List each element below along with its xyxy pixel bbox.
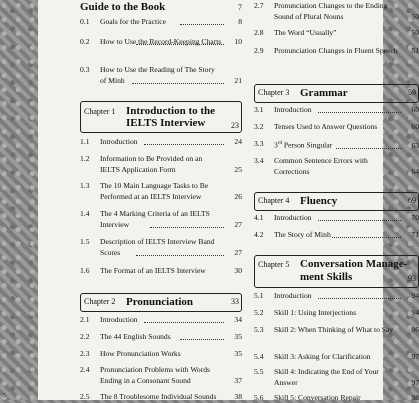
entry-title: Pronunciation Problems with Words Ending in a Consonant Sound — [100, 365, 210, 385]
entry-title: Goals for the Practice — [100, 17, 166, 26]
entry-page: 60 — [411, 122, 419, 131]
entry-page: 10 — [234, 37, 242, 46]
chapter-label: Chapter 1 — [84, 107, 116, 116]
entry-number: 4.2 — [254, 230, 264, 239]
entry-title: Skill 4: Indicating the End of Your Answer — [274, 367, 379, 387]
entry-page: 27 — [234, 220, 242, 229]
entry-number: 1.2 — [80, 154, 90, 163]
edge-mark: 5 — [3, 393, 6, 399]
entry-page: 35 — [234, 332, 242, 341]
chapter-3-heading[interactable] — [254, 84, 419, 103]
entry-page: 26 — [234, 192, 242, 201]
toc-entry-5-5[interactable] — [254, 366, 419, 388]
entry-title — [274, 138, 419, 151]
entry-title: Skill 5: Conversation Repair — [274, 393, 361, 402]
entry-number: 2.9 — [254, 46, 264, 55]
entry-page: 51 — [411, 46, 419, 55]
entry-page: 34 — [234, 315, 242, 324]
entry-page: 50 — [411, 28, 419, 37]
entry-title: Introduction — [274, 213, 312, 222]
entry-page: 71 — [411, 230, 419, 239]
entry-page: 98 — [411, 393, 419, 402]
entry-number: 2.1 — [80, 315, 90, 324]
toc-entry-1-5[interactable] — [80, 236, 242, 258]
entry-page: 50 — [411, 12, 419, 21]
entry-title: Pronunciation Changes in Fluent Speech — [274, 46, 398, 55]
toc-entry-0-2[interactable] — [80, 36, 242, 47]
toc-entry-2-4[interactable] — [80, 364, 242, 386]
entry-number: 1.6 — [80, 266, 90, 275]
toc-entry-4-1[interactable] — [254, 212, 419, 223]
entry-number: 1.5 — [80, 237, 90, 246]
entry-page: 24 — [234, 137, 242, 146]
chapter-title: Pronunciation — [126, 296, 194, 308]
entry-page: 38 — [234, 392, 242, 401]
entry-title: Information to Be Provided on an IELTS Application Form — [100, 154, 203, 174]
entry-number: 5.1 — [254, 291, 264, 300]
chapter-label: Chapter 3 — [258, 88, 290, 97]
entry-number: 2.8 — [254, 28, 264, 37]
entry-number: 2.4 — [80, 365, 90, 374]
chapter-title-line-2: ment Skills — [300, 271, 353, 283]
chapter-label: Chapter 5 — [258, 260, 290, 269]
chapter-page: 93 — [408, 274, 416, 283]
chapter-title: Introduction to the IELTS Interview — [126, 105, 216, 129]
entry-title: The 8 Troublesome Individual Sounds — [100, 392, 217, 401]
entry-page: 94 — [411, 291, 419, 300]
entry-number: 1.3 — [80, 181, 90, 190]
entry-number: 0.3 — [80, 65, 90, 74]
chapter-title: Fluency — [300, 195, 338, 207]
toc-entry-0-3[interactable] — [80, 64, 242, 86]
entry-page: 37 — [234, 376, 242, 385]
toc-entry-3-3[interactable] — [254, 138, 419, 151]
entry-title: Description of IELTS Interview Band Scores — [100, 237, 215, 257]
chapter-page: 59 — [408, 88, 416, 97]
entry-number: 5.5 — [254, 367, 264, 376]
entry-number: 5.4 — [254, 352, 264, 361]
entry-page: 94 — [411, 308, 419, 317]
entry-title: How to Use the Reading of The Story of Minh — [100, 65, 215, 85]
entry-page: 64 — [411, 167, 419, 176]
entry-number: 5.2 — [254, 308, 264, 317]
entry-title-rest: Person Singular — [281, 140, 333, 150]
chapter-label: Chapter 4 — [258, 196, 290, 205]
toc-entry-3-4[interactable] — [254, 155, 419, 177]
entry-title: Introduction — [100, 137, 138, 146]
entry-title: The Story of Minh — [274, 230, 331, 239]
entry-number: 3.4 — [254, 156, 264, 165]
guide-title: Guide to the Book — [80, 1, 166, 13]
toc-entry-2-1[interactable] — [80, 314, 242, 325]
entry-number: 3.2 — [254, 122, 264, 131]
entry-number: 2.3 — [80, 349, 90, 358]
entry-number: 2.5 — [80, 392, 90, 401]
entry-title: Tenses Used to Answer Questions — [274, 122, 378, 131]
entry-page: 63 — [411, 140, 419, 150]
entry-title: Skill 2: When Thinking of What to Say — [274, 325, 394, 334]
chapter-page: 23 — [231, 121, 239, 130]
entry-number: 3.1 — [254, 105, 264, 114]
entry-page: 97 — [411, 352, 419, 361]
ordinal-suffix: rd — [277, 141, 282, 146]
entry-page: 70 — [411, 213, 419, 222]
toc-entry-2-7[interactable] — [254, 0, 419, 22]
entry-title: How Pronunciation Works — [100, 349, 181, 358]
guide-page: 7 — [238, 3, 242, 12]
entry-title: Common Sentence Errors with Corrections — [274, 156, 368, 176]
chapter-1-heading[interactable] — [80, 101, 242, 133]
entry-number: 0.1 — [80, 17, 90, 26]
chapter-2-heading[interactable] — [80, 293, 242, 312]
toc-entry-2-8[interactable] — [254, 27, 419, 38]
toc-entry-1-3[interactable] — [80, 180, 242, 202]
toc-entry-2-3[interactable] — [80, 348, 242, 359]
entry-title: Introduction — [274, 105, 312, 114]
entry-title: The 4 Marking Criteria of an IELTS Interview — [100, 209, 210, 229]
toc-entry-4-2[interactable] — [254, 229, 419, 240]
entry-title: How to Use the Record-Keeping Charts — [100, 37, 222, 46]
entry-title: Introduction — [274, 291, 312, 300]
entry-page: 97 — [411, 378, 419, 387]
entry-title: Pronunciation Changes to the Ending Sound of Plural Nouns — [274, 1, 388, 21]
entry-number: 1.4 — [80, 209, 90, 218]
chapter-label: Chapter 2 — [84, 297, 116, 306]
entry-page: 8 — [238, 17, 242, 26]
toc-entry-3-1[interactable] — [254, 104, 419, 115]
toc-entry-1-6[interactable] — [80, 265, 242, 276]
entry-number: 1.1 — [80, 137, 90, 146]
entry-title: The Word “Usually” — [274, 28, 337, 37]
toc-entry-5-4[interactable] — [254, 351, 419, 362]
entry-title: Introduction — [100, 315, 138, 324]
entry-page: 35 — [234, 349, 242, 358]
chapter-page: 69 — [408, 196, 416, 205]
entry-number: 2.2 — [80, 332, 90, 341]
chapter-5-heading[interactable] — [254, 255, 419, 288]
ordinal-number: 3 — [274, 140, 278, 150]
toc-entry-2-9[interactable] — [254, 45, 419, 56]
toc-entry-0-1[interactable] — [80, 16, 242, 27]
toc-entry-1-4[interactable] — [80, 208, 242, 230]
chapter-4-heading[interactable] — [254, 192, 419, 211]
entry-page: 96 — [411, 325, 419, 334]
chapter-title-line-1: Conversation Manage- — [300, 258, 408, 270]
entry-page: 21 — [234, 76, 242, 85]
toc-page — [38, 0, 419, 402]
toc-entry-3-2[interactable] — [254, 121, 419, 132]
toc-entry-5-3[interactable] — [254, 324, 419, 335]
entry-number: 5.3 — [254, 325, 264, 334]
entry-page: 25 — [234, 165, 242, 174]
toc-entry-2-5[interactable] — [80, 391, 242, 402]
entry-title: Skill 1: Using Interjections — [274, 308, 357, 317]
chapter-title: Grammar — [300, 87, 348, 99]
toc-entry-5-1[interactable] — [254, 290, 419, 301]
toc-entry-5-6[interactable] — [254, 392, 419, 403]
guide-heading — [80, 0, 242, 14]
entry-title: Skill 3: Asking for Clarification — [274, 352, 371, 361]
entry-number: 4.1 — [254, 213, 264, 222]
toc-entry-5-2[interactable] — [254, 307, 419, 318]
chapter-page: 33 — [231, 297, 239, 306]
entry-number: 5.6 — [254, 393, 264, 402]
entry-page: 30 — [234, 266, 242, 275]
entry-title: The 44 English Sounds — [100, 332, 171, 341]
toc-entry-2-2[interactable] — [80, 331, 242, 342]
entry-title: The 10 Main Language Tasks to Be Performed at an IELTS Interview — [100, 181, 209, 201]
entry-number: 0.2 — [80, 37, 90, 46]
entry-page: 27 — [234, 248, 242, 257]
entry-title: The Format of an IELTS Interview — [100, 266, 206, 275]
entry-number: 2.7 — [254, 1, 264, 10]
entry-page: 60 — [411, 105, 419, 114]
toc-entry-1-2[interactable] — [80, 153, 242, 175]
entry-number: 3.3 — [254, 139, 264, 148]
toc-entry-1-1[interactable] — [80, 136, 242, 147]
